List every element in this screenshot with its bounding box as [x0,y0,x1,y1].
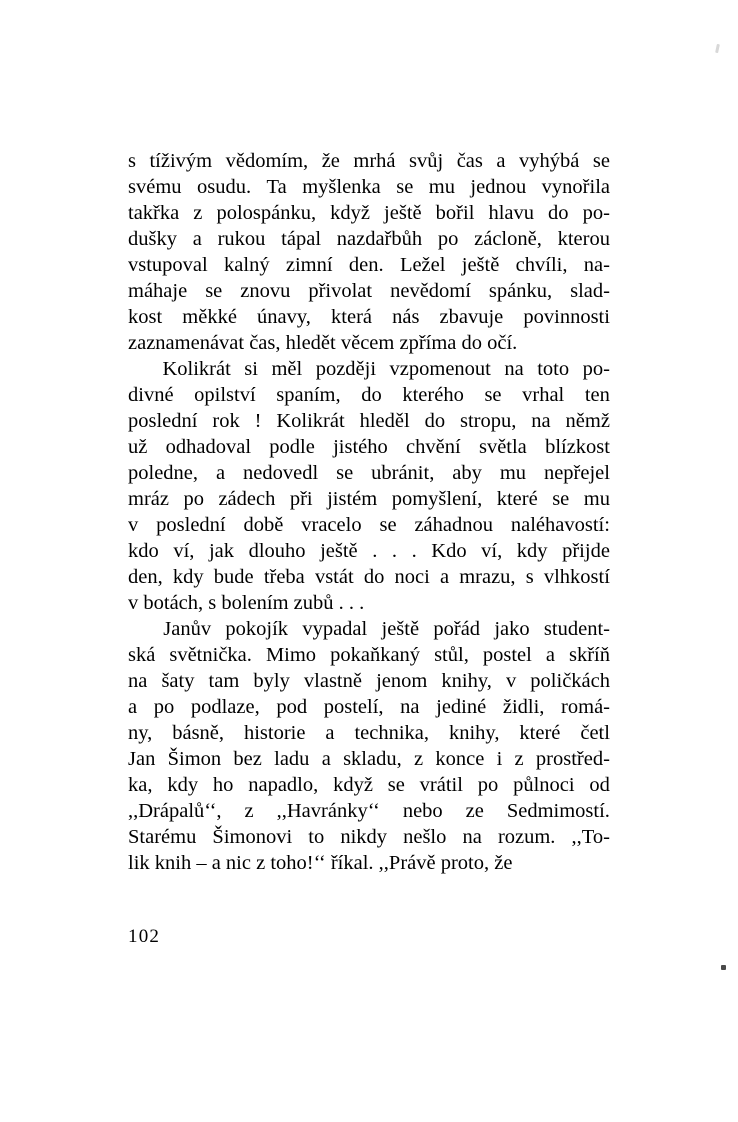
word: ještě [384,202,422,224]
word: ještě [461,254,500,276]
word: ví, [173,540,195,562]
word: ,,Havránky‘‘ [276,800,380,822]
word: po [153,696,175,718]
word: jistém [327,488,378,510]
word: Kdo [431,540,467,562]
word: po [437,228,459,250]
paragraph [128,356,610,616]
word: Ležel [399,254,446,276]
word: nešlo [403,826,447,848]
word: z [413,748,424,770]
word: opilství [194,384,256,406]
word: se [552,488,570,510]
word: bořil [435,202,475,224]
word: se [336,462,354,484]
word: odhadoval [165,436,252,458]
word: poslední [156,514,226,536]
word: postel [482,644,532,666]
word: po [183,488,204,510]
word: s [128,150,136,172]
word: ubránit, [371,462,435,484]
word: vrátil [419,774,463,796]
word: vstupoval [128,254,208,276]
word: Janův [163,618,212,640]
word: kdy [516,540,548,562]
word: ještě [320,540,358,562]
text-line [128,252,610,278]
word: máhaje [128,280,188,302]
word: a [215,462,226,484]
word: po- [582,358,610,380]
word: dlouho [248,540,306,562]
word: šaty [161,670,195,692]
word: v [505,670,517,692]
word: už [128,436,148,458]
word: třeba [263,566,305,588]
text-line [128,460,610,486]
word: zácloně, [474,228,542,250]
word: zimní [285,254,333,276]
word: kalný [224,254,270,276]
word: tam [208,670,240,692]
word: Šimonovi [212,826,293,848]
word: nepřejel [543,462,610,484]
page-number: 102 [128,926,161,947]
word: jenom [376,670,428,692]
word: vědomím, [225,150,309,172]
word: se [484,384,502,406]
word: knihy, [448,722,500,744]
word: kdy [172,566,204,588]
word: vlastně [303,670,362,692]
word: nebo [402,800,443,822]
word: rok [212,410,240,432]
word: že [321,150,340,172]
text-line [128,382,610,408]
word: na [531,410,551,432]
word: na [400,696,420,718]
word: půlnoci [513,774,575,796]
word: a [496,150,506,172]
word: z [514,748,524,770]
word: ho [212,774,234,796]
indent-spacer [128,356,149,382]
word: svůj [409,150,444,172]
word: němž [565,410,610,432]
word: polospánku, [216,202,317,224]
word: spánku, [488,280,553,302]
word: Jan [128,748,156,770]
word: světnička. [169,644,252,666]
text-line [128,720,610,746]
word: Sedmimostí. [506,800,610,822]
word: od [589,774,610,796]
text-line [128,512,610,538]
word: spaním, [276,384,341,406]
text-line [128,616,610,642]
word: ská [128,644,156,666]
word: noci [394,566,430,588]
text-line [128,642,610,668]
word: čas [456,150,483,172]
word: měl [271,358,303,380]
text-line [128,304,610,330]
word: . [372,540,378,562]
word: měkké [182,306,237,328]
word: přijde [562,540,610,562]
word: vstát [314,566,354,588]
word: vzpomenout [389,358,491,380]
word: slad- [570,280,610,302]
word: postelí, [323,696,384,718]
word: si [244,358,258,380]
word: ,,Drápalů‘‘, [128,800,222,822]
word: prostřed- [535,748,610,770]
word: takřka [128,202,180,224]
word: kdo [128,540,159,562]
word: stůl, [434,644,469,666]
word: po- [582,202,610,224]
word: mu [583,488,610,510]
word: se [205,280,223,302]
word: chvění [406,436,461,458]
word: v [128,514,139,536]
word: Šimon [167,748,222,770]
word: vlhkostí [543,566,610,588]
word: mu [499,462,527,484]
word: skříň [569,644,610,666]
text-line [128,278,610,304]
word: době [243,514,284,536]
word: Kolikrát [276,410,345,432]
word: povinnosti [523,306,610,328]
word: toto [537,358,570,380]
word: vyhýbá [519,150,580,172]
text-line [128,486,610,512]
word: nedovedl [243,462,319,484]
word: technika, [354,722,430,744]
word: na- [583,254,610,276]
text-line: lik knih – a nic z toho!‘‘ říkal. ,,Právě proto, že [128,852,513,874]
word: poličkách [530,670,610,692]
indent-spacer [128,616,149,642]
word: básně, [172,722,225,744]
word: historie [243,722,306,744]
word: se [387,774,405,796]
text-line [128,694,610,720]
word: se [592,150,610,172]
text-line [128,148,610,174]
word: Mimo [265,644,317,666]
word: které [496,488,538,510]
paragraph [128,148,610,356]
word: vracelo [301,514,362,536]
word: bez [233,748,262,770]
word: byly [253,670,290,692]
word: i [496,748,503,770]
paragraph [128,616,610,876]
word: a [192,228,202,250]
word: do [363,566,385,588]
word: poslední [128,410,198,432]
word: jako [494,618,530,640]
word: zádech [218,488,276,510]
word: nazdařbůh [336,228,423,250]
word: a [128,696,138,718]
word: ,,To- [571,826,610,848]
word: znovu [240,280,291,302]
word: světla [478,436,527,458]
word: únavy, [257,306,311,328]
word: do [424,410,446,432]
word: podlaze, [190,696,260,718]
word: bude [213,566,254,588]
word: nikdy [340,826,388,848]
text-line: zaznamenávat čas, hledět věcem zpříma do očí. [128,332,518,354]
word: den, [128,566,163,588]
text-line [128,824,610,850]
word: které [519,722,561,744]
word: . [391,540,398,562]
word: četl [580,722,610,744]
word: ví, [481,540,503,562]
word: mráz [128,488,169,510]
word: na [462,826,482,848]
word: kterou [557,228,610,250]
word: dušky [128,228,177,250]
word: na [504,358,524,380]
word: do [548,202,569,224]
word: vypadal [302,618,368,640]
word: pomyšlení, [391,488,483,510]
word: na [128,670,148,692]
word: ještě [381,618,420,640]
word: ten [584,384,610,406]
word: při [289,488,313,510]
word: osudu. [196,176,252,198]
scan-speck-bottom-right [721,965,726,970]
word: myšlenka [302,176,381,198]
word: rukou [217,228,266,250]
word: jistého [333,436,388,458]
word: jak [208,540,234,562]
word: s [525,566,534,588]
text-line [128,538,610,564]
word: po [477,774,499,796]
word: student- [543,618,610,640]
word: pořád [433,618,481,640]
word: později [315,358,377,380]
word: která [331,306,373,328]
word: stropu, [459,410,517,432]
word: tíživým [149,150,213,172]
word: podle [269,436,315,458]
text-line: v botách, s bolením zubů . . . [128,592,365,614]
word: Starému [128,826,197,848]
text-line [128,408,610,434]
word: pod [276,696,308,718]
word: rozum. [497,826,556,848]
word: blízkost [545,436,610,458]
word: z [193,202,203,224]
word: konce [435,748,485,770]
word: vynořila [541,176,610,198]
word: den. [348,254,384,276]
word: tápal [281,228,322,250]
word: a [321,748,331,770]
word: ze [465,800,484,822]
word: napadlo, [248,774,319,796]
text-line [128,174,610,200]
word: romá- [561,696,610,718]
word: do [361,384,382,406]
word: Kolikrát [162,358,231,380]
text-line [128,200,610,226]
word: pokaňkaný [330,644,421,666]
word: nevědomí [390,280,471,302]
word: pokojík [225,618,289,640]
word: divné [128,384,174,406]
word: nás [392,306,420,328]
text-line [128,668,610,694]
word: ! [254,410,262,432]
word: ny, [128,722,153,744]
word: se [396,176,414,198]
word: z [244,800,254,822]
text-line [128,798,610,824]
text-line [128,434,610,460]
word: židli, [502,696,545,718]
word: mrhá [353,150,396,172]
word: aby [452,462,482,484]
word: záhadnou [414,514,493,536]
word: . [411,540,417,562]
word: kost [128,306,163,328]
word: jednou [470,176,527,198]
word: chvíli, [515,254,568,276]
text-line [128,746,610,772]
text-line [128,356,610,382]
word: a [439,566,450,588]
word: naléhavostí: [510,514,610,536]
word: mrazu, [459,566,516,588]
word: svému [128,176,182,198]
word: když [333,774,373,796]
word: když [330,202,370,224]
word: skladu, [343,748,402,770]
word: to [308,826,325,848]
word: vrhal [522,384,565,406]
word: poledne, [128,462,199,484]
word: a [325,722,335,744]
word: jediné [436,696,487,718]
word: přivolat [308,280,373,302]
word: ladu [274,748,310,770]
text-line [128,772,610,798]
word: zbavuje [439,306,504,328]
word: hleděl [359,410,410,432]
text-line [128,226,610,252]
word: hlavu [488,202,534,224]
scan-speck-top-right [715,44,720,53]
text-line [128,564,610,590]
word: se [379,514,397,536]
word: a [545,644,555,666]
word: kdy [167,774,199,796]
word: ka, [128,774,153,796]
word: mu [428,176,455,198]
body-text-block [128,148,610,876]
word: kterého [402,384,464,406]
word: knihy, [441,670,492,692]
word: Ta [266,176,287,198]
